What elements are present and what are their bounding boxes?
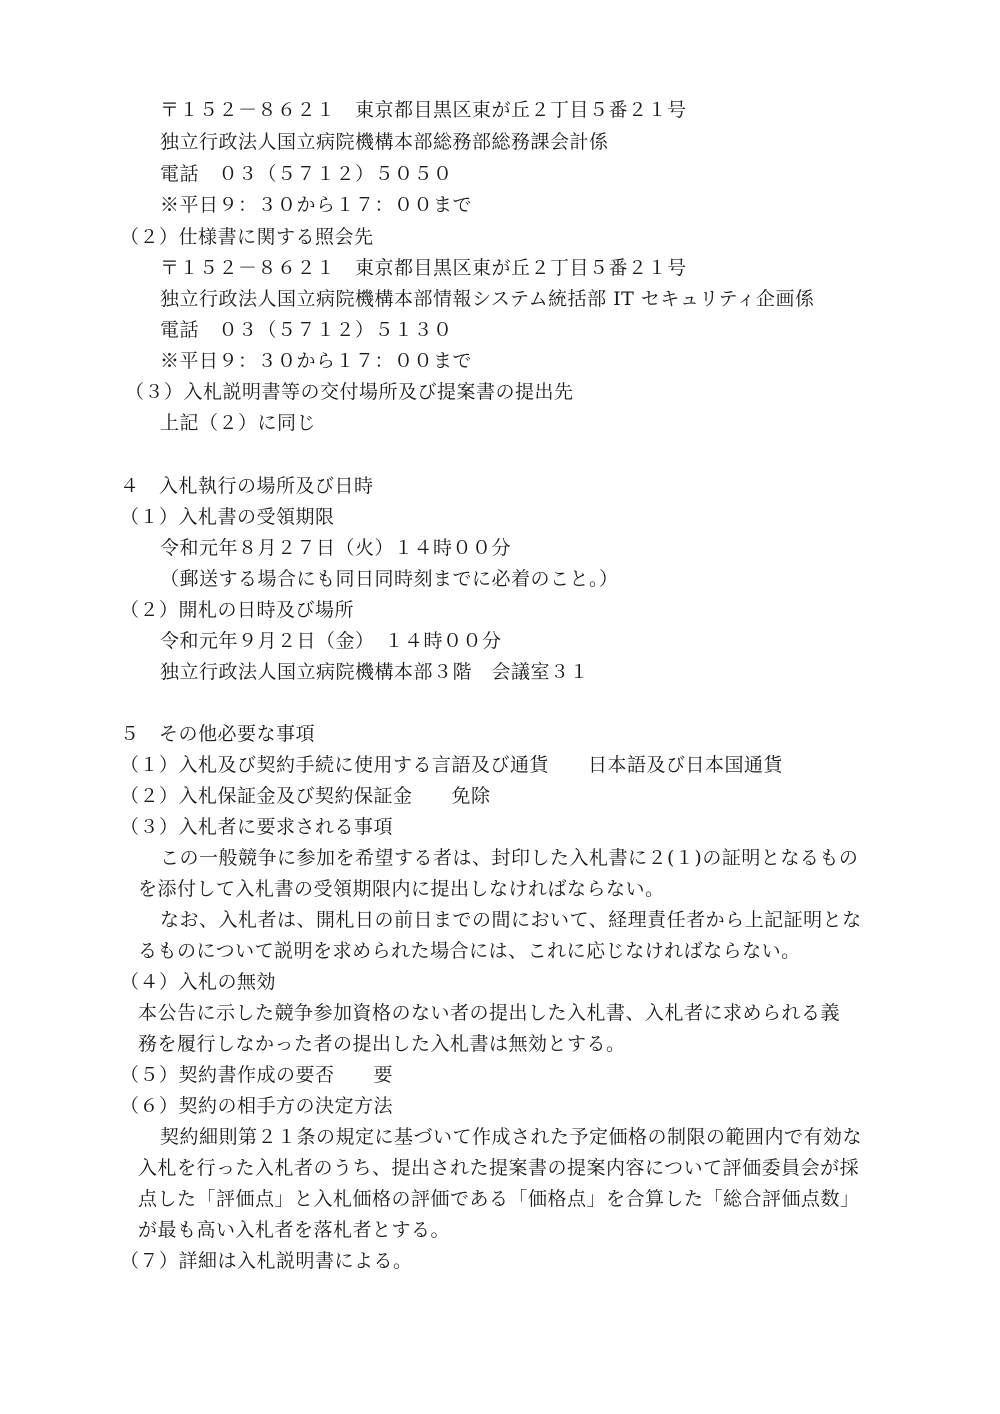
subsection-heading: （５）契約書作成の要否 要 (120, 1064, 394, 1086)
body-text-line: 本公告に示した競争参加資格のない者の提出した入札書、入札者に求められる義 (138, 1002, 841, 1024)
subsection-heading: （２）入札保証金及び契約保証金 免除 (120, 785, 491, 807)
section-heading: ４ 入札執行の場所及び日時 (120, 475, 374, 497)
postal-address-line: 〒１５２－８６２１ 東京都目黒区東が丘２丁目５番２１号 (160, 257, 687, 279)
body-text-line: 令和元年９月２日（金） １４時００分 (160, 630, 502, 652)
body-text-line: 独立行政法人国立病院機構本部３階 会議室３１ (160, 661, 590, 683)
contact-org-line: 独立行政法人国立病院機構本部情報システム統括部 IT セキュリティ企画係 (160, 288, 815, 310)
body-text-line: が最も高い入札者を落札者とする。 (138, 1219, 451, 1241)
postal-address-line: 〒１５２－８６２１ 東京都目黒区東が丘２丁目５番２１号 (160, 99, 687, 121)
body-text-line: 務を履行しなかった者の提出した入札書は無効とする。 (138, 1033, 626, 1055)
subsection-heading: （１）入札及び契約手続に使用する言語及び通貨 日本語及び日本国通貨 (120, 754, 784, 776)
body-text-line: を添付して入札書の受領期限内に提出しなければならない。 (138, 878, 665, 900)
contact-phone-line: 電話 ０３（５７１２）５０５０ (160, 163, 453, 185)
body-text-line: なお、入札者は、開札日の前日までの間において、経理責任者から上記証明とな (160, 909, 862, 931)
body-text-line: この一般競争に参加を希望する者は、封印した入札書に２(１)の証明となるもの (160, 847, 859, 869)
body-text-line: 令和元年８月２７日（火）１４時００分 (160, 537, 512, 559)
body-text-line: 入札を行った入札者のうち、提出された提案書の提案内容について評価委員会が採 (138, 1157, 860, 1179)
section-heading: ５ その他必要な事項 (120, 723, 316, 745)
body-text-line: 上記（２）に同じ (160, 412, 317, 434)
subsection-heading: （２）開札の日時及び場所 (120, 599, 355, 621)
subsection-heading: （７）詳細は入札説明書による。 (120, 1250, 413, 1272)
contact-org-line: 独立行政法人国立病院機構本部総務部総務課会計係 (160, 131, 609, 153)
subsection-heading: （２）仕様書に関する照会先 (120, 226, 374, 248)
subsection-heading: （４）入札の無効 (120, 971, 277, 993)
contact-hours-line: ※平日９：３０から１７：００まで (160, 194, 473, 216)
body-text-line: 点した「評価点」と入札価格の評価である「価格点」を合算した「総合評価点数」 (138, 1188, 860, 1210)
contact-hours-line: ※平日９：３０から１７：００まで (160, 350, 473, 372)
subsection-heading: （６）契約の相手方の決定方法 (120, 1095, 394, 1117)
contact-phone-line: 電話 ０３（５７１２）５１３０ (160, 319, 453, 341)
subsection-heading: （３）入札説明書等の交付場所及び提案書の提出先 (125, 381, 574, 403)
subsection-heading: （３）入札者に要求される事項 (120, 816, 394, 838)
subsection-heading: （１）入札書の受領期限 (120, 506, 335, 528)
body-text-line: 契約細則第２１条の規定に基づいて作成された予定価格の制限の範囲内で有効な (160, 1126, 863, 1148)
body-text-line: るものについて説明を求められた場合には、これに応じなければならない。 (138, 940, 801, 962)
body-text-line: （郵送する場合にも同日同時刻までに必着のこと。） (160, 568, 619, 590)
